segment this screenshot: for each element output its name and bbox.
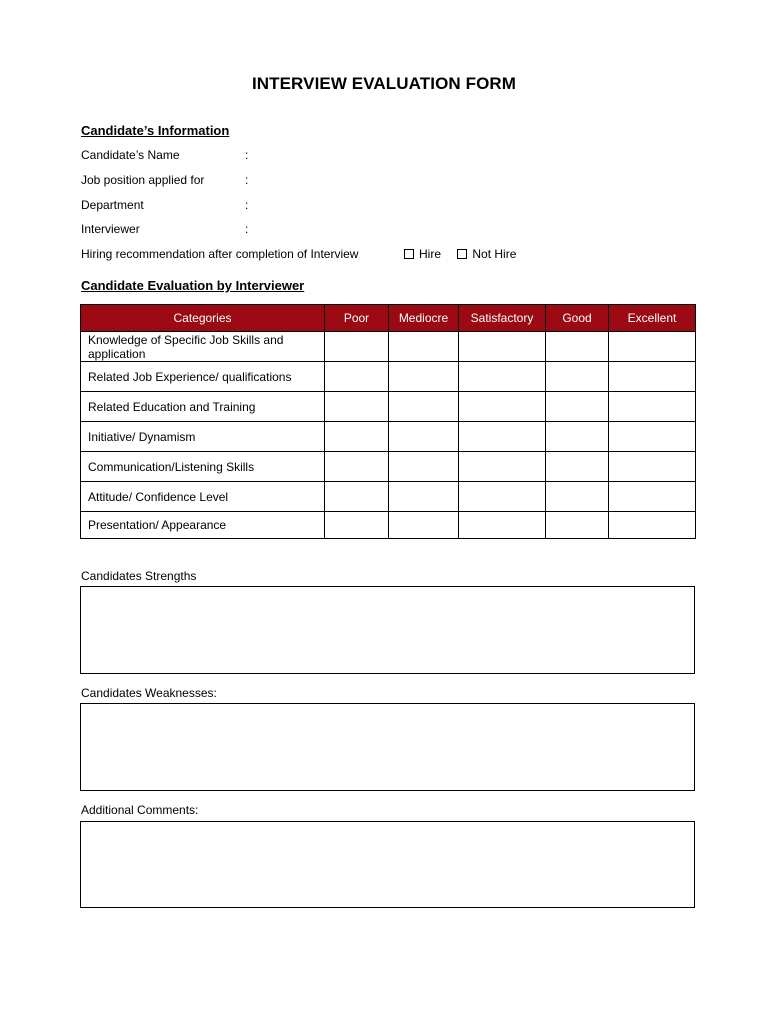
evaluation-heading: Candidate Evaluation by Interviewer [81,278,305,293]
hire-option[interactable] [404,246,441,262]
additional-comments-textbox[interactable] [80,821,695,908]
rating-cell-excellent[interactable] [609,332,696,362]
rating-cell-good[interactable] [546,452,609,482]
additional-comments-label: Additional Comments: [81,803,199,817]
field-colon: : [245,222,249,236]
rating-cell-good[interactable] [546,332,609,362]
weaknesses-label: Candidates Weaknesses: [81,686,217,700]
column-header-mediocre: Mediocre [389,305,459,332]
rating-cell-poor[interactable] [325,392,389,422]
table-row [81,422,696,452]
field-label: Interviewer [81,222,140,236]
column-header-excellent: Excellent [609,305,696,332]
table-row [81,512,696,539]
rating-cell-excellent[interactable] [609,392,696,422]
table-row [81,332,696,362]
rating-cell-mediocre[interactable] [389,422,459,452]
field-label: Department [81,198,144,212]
rating-cell-good[interactable] [546,482,609,512]
column-header-categories: Categories [81,305,325,332]
category-cell: Communication/Listening Skills [81,452,325,482]
not-hire-option[interactable] [457,246,516,262]
hiring-recommendation-label: Hiring recommendation after completion of Interview [81,247,359,261]
column-header-satisfactory: Satisfactory [459,305,546,332]
rating-cell-mediocre[interactable] [389,452,459,482]
table-row [81,452,696,482]
rating-cell-satisfactory[interactable] [459,332,546,362]
table-row [81,362,696,392]
rating-cell-excellent[interactable] [609,482,696,512]
hire-option-label: Hire [419,247,442,261]
rating-cell-mediocre[interactable] [389,392,459,422]
field-colon: : [245,173,249,187]
rating-cell-poor[interactable] [325,452,389,482]
rating-cell-poor[interactable] [325,482,389,512]
weaknesses-textbox[interactable] [80,703,695,791]
strengths-label: Candidates Strengths [81,569,197,583]
evaluation-table [80,304,696,539]
rating-cell-satisfactory[interactable] [459,392,546,422]
field-label: Candidate’s Name [81,148,180,162]
checkbox-icon[interactable] [457,249,467,259]
rating-cell-satisfactory[interactable] [459,452,546,482]
rating-cell-mediocre[interactable] [389,332,459,362]
form-title: INTERVIEW EVALUATION FORM [251,74,517,93]
rating-cell-mediocre[interactable] [389,512,459,539]
rating-cell-mediocre[interactable] [389,362,459,392]
rating-cell-good[interactable] [546,512,609,539]
rating-cell-good[interactable] [546,362,609,392]
field-colon: : [245,148,249,162]
category-cell: Attitude/ Confidence Level [81,482,325,512]
candidate-info-heading: Candidate’s Information [81,123,230,138]
table-header-row [81,305,696,332]
rating-cell-excellent[interactable] [609,422,696,452]
rating-cell-good[interactable] [546,422,609,452]
category-cell: Initiative/ Dynamism [81,422,325,452]
rating-cell-poor[interactable] [325,332,389,362]
rating-cell-poor[interactable] [325,512,389,539]
strengths-textbox[interactable] [80,586,695,674]
category-cell: Presentation/ Appearance [81,512,325,539]
field-label: Job position applied for [81,173,205,187]
category-cell: Related Education and Training [81,392,325,422]
category-cell: Related Job Experience/ qualifications [81,362,325,392]
rating-cell-excellent[interactable] [609,512,696,539]
checkbox-icon[interactable] [404,249,414,259]
rating-cell-satisfactory[interactable] [459,482,546,512]
rating-cell-poor[interactable] [325,422,389,452]
rating-cell-satisfactory[interactable] [459,422,546,452]
rating-cell-mediocre[interactable] [389,482,459,512]
field-colon: : [245,198,249,212]
rating-cell-satisfactory[interactable] [459,362,546,392]
rating-cell-excellent[interactable] [609,362,696,392]
rating-cell-satisfactory[interactable] [459,512,546,539]
column-header-poor: Poor [325,305,389,332]
table-row [81,482,696,512]
not-hire-option-label: Not Hire [472,247,517,261]
hiring-options [404,246,529,262]
category-cell: Knowledge of Specific Job Skills and application [81,332,325,362]
rating-cell-excellent[interactable] [609,452,696,482]
rating-cell-poor[interactable] [325,362,389,392]
table-row [81,392,696,422]
column-header-good: Good [546,305,609,332]
rating-cell-good[interactable] [546,392,609,422]
